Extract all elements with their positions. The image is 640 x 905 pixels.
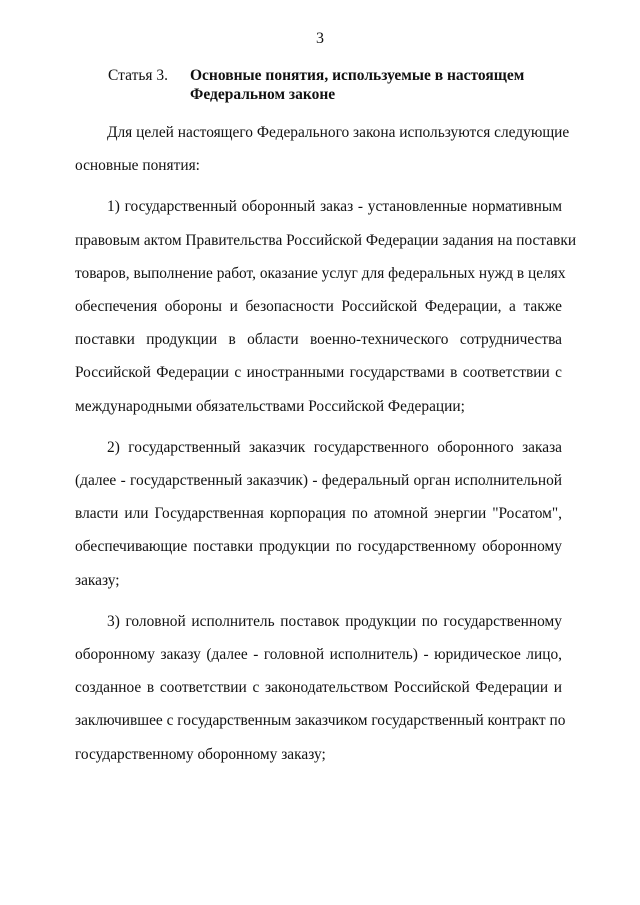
text-line: поставки продукции в области военно-технического сотрудничества (75, 331, 562, 349)
text-line: правовым актом Правительства Российской Федерации задания на поставки (75, 231, 577, 249)
text-line: власти или Государственная корпорация по атомной энергии "Росатом", (75, 505, 562, 523)
text-line: 3) головной исполнитель поставок продукции по государственному (107, 612, 562, 630)
paragraph-intro (75, 116, 570, 182)
text-line: Для целей настоящего Федерального закона используются следующие (107, 124, 570, 141)
text-line: созданное в соответствии с законодательством Российской Федерации и (75, 679, 562, 697)
page-number: 3 (316, 30, 324, 47)
text-line: оборонному заказу (далее - головной исполнитель) - юридическое лицо, (75, 646, 562, 664)
text-line: основные понятия: (75, 157, 200, 175)
paragraph-definition-1 (75, 190, 577, 422)
text-line: 2) государственный заказчик государственного оборонного заказа (107, 438, 562, 456)
text-line: международными обязательствами Российской Федерации; (75, 397, 465, 415)
article-title-line: Федеральном законе (190, 86, 336, 103)
text-line: заключившее с государственным заказчиком государственный контракт по (75, 712, 566, 730)
text-line: государственному оборонному заказу; (75, 745, 326, 763)
text-line: (далее - государственный заказчик) - федеральный орган исполнительной (75, 472, 562, 490)
article-body (75, 116, 577, 779)
paragraph-definition-2 (75, 431, 562, 597)
text-line: обеспечивающие поставки продукции по государственному оборонному (75, 538, 562, 556)
text-line: 1) государственный оборонный заказ - установленные нормативным (107, 198, 562, 216)
paragraph-definition-3 (75, 605, 566, 771)
text-line: товаров, выполнение работ, оказание услуг для федеральных нужд в целях (75, 264, 566, 282)
text-line: Российской Федерации с иностранными государствами в соответствии с (75, 364, 562, 382)
article-title-line: Основные понятия, используемые в настоящем (190, 67, 525, 84)
article-title (190, 66, 550, 104)
text-line: заказу; (75, 571, 120, 589)
text-line: обеспечения обороны и безопасности Российской Федерации, а также (75, 298, 562, 316)
article-label: Статья 3. (108, 67, 169, 84)
